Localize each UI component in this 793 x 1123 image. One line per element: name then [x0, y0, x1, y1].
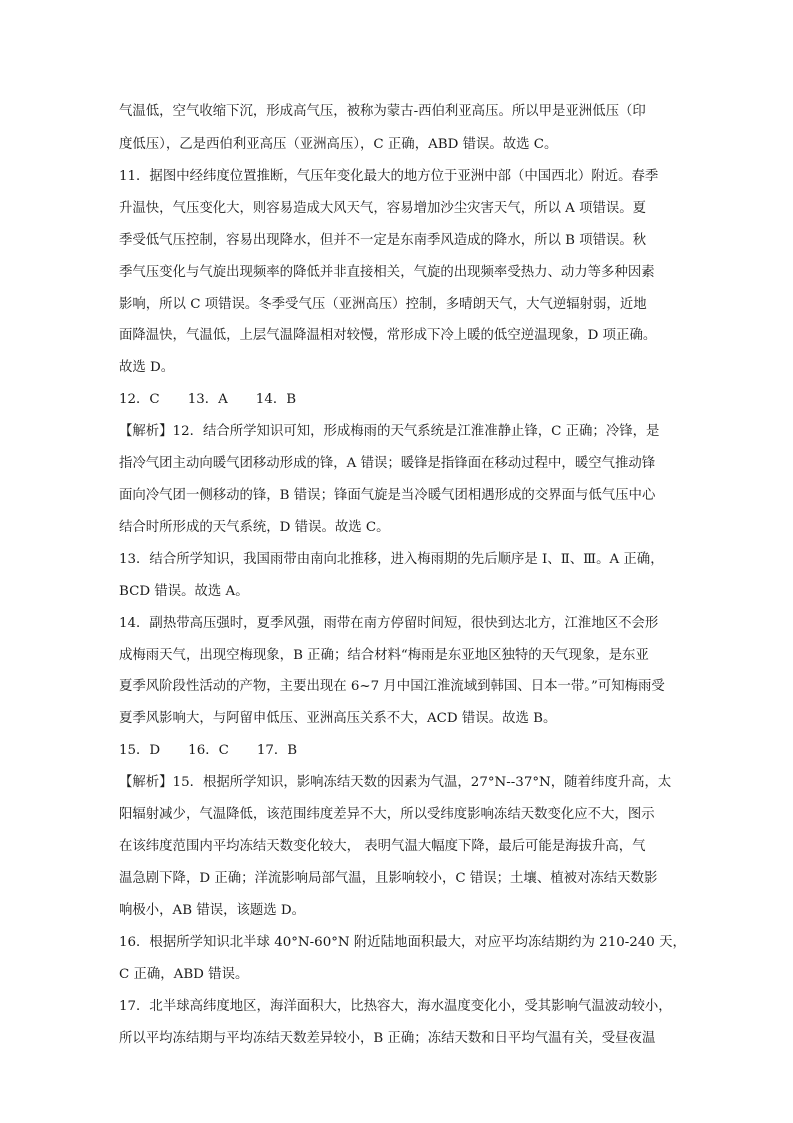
- text-line: 故选 D。: [119, 360, 175, 375]
- text-line: 响极小，AB 错误，该题选 D。: [119, 903, 306, 918]
- text-line: 【解析】12．结合所学知识可知，形成梅雨的天气系统是江淮准静止锋，C 正确；冷锋，是: [119, 424, 660, 439]
- text-line: 16．根据所学知识北半球 40°N-60°N 附近陆地面积最大，对应平均冻结期约为 210-240 天，: [119, 935, 686, 950]
- answer-key-line: [119, 742, 694, 760]
- text-line: 度低压），乙是西伯利亚高压（亚洲高压），C 正确，ABD 错误。故选 C。: [119, 137, 558, 152]
- text-line: 结合时所形成的天气系统，D 错误。故选 C。: [119, 520, 390, 535]
- text-line: 13．结合所学知识，我国雨带由南向北推移，进入梅雨期的先后顺序是 Ⅰ、Ⅱ、Ⅲ。A 正确，: [119, 552, 664, 567]
- text-line: 面向冷气团一侧移动的锋，B 错误；锋面气旋是当冷暖气团相遇形成的交界面与低气压中心: [119, 488, 656, 503]
- answer-item: 16．C: [188, 743, 229, 758]
- text-line: C 正确，ABD 错误。: [119, 967, 249, 982]
- text-line: 夏季风阶段性活动的产物，主要出现在 6~7 月中国江淮流域到韩国、日本一带。”可知梅雨受: [119, 679, 665, 694]
- text-line: 指冷气团主动向暖气团移动形成的锋，A 错误；暖锋是指锋面在移动过程中，暖空气推动锋: [119, 456, 656, 471]
- answer-item: 15．D: [119, 743, 161, 758]
- answer-item: 12．C: [119, 392, 160, 407]
- text-line: 所以平均冻结期与平均冻结天数差异较小，B 正确；冻结天数和日平均气温有关，受昼夜温: [119, 1031, 656, 1046]
- text-line: 升温快，气压变化大，则容易造成大风天气，容易增加沙尘灾害天气，所以 A 项错误。夏: [119, 201, 647, 216]
- text-line: 14．副热带高压强时，夏季风强，雨带在南方停留时间短，很快到达北方，江淮地区不会形: [119, 616, 659, 631]
- text-line: 在该纬度范围内平均冻结天数变化较大， 表明气温大幅度下降，最后可能是海拔升高，气: [119, 839, 646, 854]
- answer-key-line: [119, 391, 694, 409]
- text-line: BCD 错误。故选 A。: [119, 584, 249, 599]
- text-line: 季气压变化与气旋出现频率的降低并非直接相关，气旋的出现频率受热力、动力等多种因素: [119, 265, 655, 280]
- text-line: 气温低，空气收缩下沉，形成高气压，被称为蒙古-西伯利亚高压。所以甲是亚洲低压（印: [119, 104, 646, 119]
- answer-item: 13．A: [187, 392, 228, 407]
- answer-item: 14．B: [255, 392, 297, 407]
- text-line: 11．据图中经纬度位置推断，气压年变化最大的地方位于亚洲中部（中国西北）附近。春季: [119, 169, 659, 184]
- text-line: 影响，所以 C 项错误。冬季受气压（亚洲高压）控制，多晴朗天气，大气逆辐射弱，近地: [119, 297, 647, 312]
- text-line: 面降温快，气温低，上层气温降温相对较慢，常形成下冷上暖的低空逆温现象，D 项正确。: [119, 328, 657, 343]
- text-line: 温急剧下降，D 正确；洋流影响局部气温，且影响较小，C 错误；土壤、植被对冻结天数影: [119, 871, 658, 886]
- text-line: 阳辐射减少，气温降低，该范围纬度差异不大，所以受纬度影响冻结天数变化应不大，图示: [119, 807, 655, 822]
- text-line: 成梅雨天气，出现空梅现象，B 正确；结合材料“梅雨是东亚地区独特的天气现象，是东亚: [119, 648, 649, 663]
- text-line: 【解析】15．根据所学知识，影响冻结天数的因素为气温，27°N--37°N，随着纬度升高，太: [119, 775, 672, 790]
- text-line: 夏季风影响大，与阿留申低压、亚洲高压关系不大，ACD 错误。故选 B。: [119, 711, 557, 726]
- text-line: 季受低气压控制，容易出现降水，但并不一定是东南季风造成的降水，所以 B 项错误。秋: [119, 233, 647, 248]
- text-line: 17．北半球高纬度地区，海洋面积大，比热容大，海水温度变化小，受其影响气温波动较小，: [119, 999, 672, 1014]
- answer-item: 17．B: [256, 743, 298, 758]
